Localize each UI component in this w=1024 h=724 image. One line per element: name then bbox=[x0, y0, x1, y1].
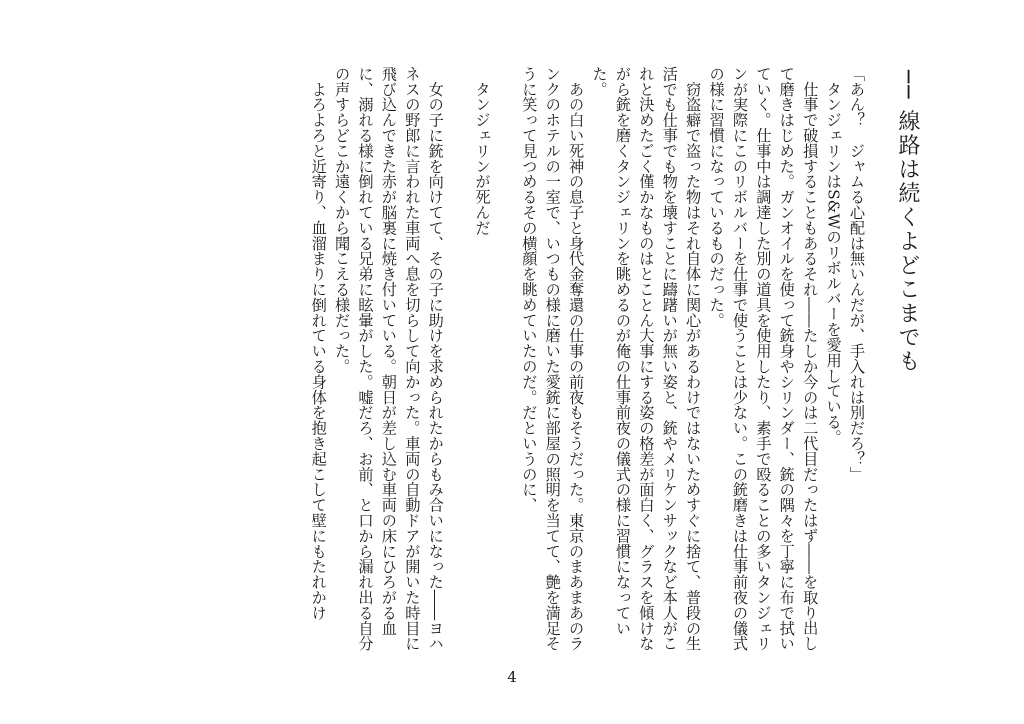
paragraph: あの白い死神の息子と身代金奪還の仕事の前夜もそうだった。東京のまあまあのランクのホテルの一室で、いつもの様に磨いた愛銃に部屋の照明を当てて、艶を満足そうに笑って見つめるその横顔を眺めていたのだ。だというのに、 bbox=[520, 66, 586, 652]
paragraph: 仕事で破損することもあるそれ――たしか今のは二代目だったはず――を取り出して磨きはじめた。ガンオイルを使って銃身やシリンダー、銃の隅々を丁寧に布で拭いていく。仕事中は調達した別の道具を使用したり、素手で殴ることの多いタンジェリンが実際にこのリボルバーを仕事で使うことは少ない。この銃磨きは仕事前夜の儀式の様に習慣になっているものだった。 bbox=[707, 66, 820, 652]
paragraph: タンジェリンはS&Wのリボルバーを愛用している。 bbox=[824, 66, 843, 445]
paragraph: 「あん？ ジャムる心配は無いんだが、手入れは別だろ？」 bbox=[848, 66, 866, 482]
page-number: 4 bbox=[507, 668, 517, 686]
blank-line bbox=[447, 66, 470, 666]
chapter-title: ── 線路は続くよどこまでも bbox=[895, 70, 920, 374]
vertical-text-body bbox=[306, 66, 924, 666]
paragraph: 女の子に銃を向けてて、その子に助けを求められたからもみ合いになった――ヨハネスの野郎に言われた車両へ息を切らして向かった。車両の自動ドアが開いた時目に飛び込んできた赤が脳裏に焼き付いている。朝日が差し込む車両の床にひろがる血に、溺れる様に倒れている兄弟に眩暈がした。嘘だろ、お前、と口から漏れ出る自分の声すらどこか遠くから聞こえる様だった。 bbox=[333, 66, 445, 652]
paragraph: よろよろと近寄り、血溜まりに倒れている身体を抱き起こして壁にもたれかけ bbox=[309, 66, 328, 621]
paragraph: 窃盗癖で盗った物はそれ自体に関心があるわけではないためすぐに捨て、普段の生活でも仕事でも物を壊すことに躊躇いが無い姿と、銃やメリケンサックなど本人がこれと決めたごく僅かなものはとことん大事にする姿の格差が面白く、グラスを傾けながら銃を磨くタンジェリンを眺めるのが俺の仕事前夜の儀式の様に習慣になっていた。 bbox=[590, 66, 703, 652]
blank-line bbox=[494, 66, 517, 666]
paragraph: タンジェリンが死んだ bbox=[473, 66, 492, 236]
